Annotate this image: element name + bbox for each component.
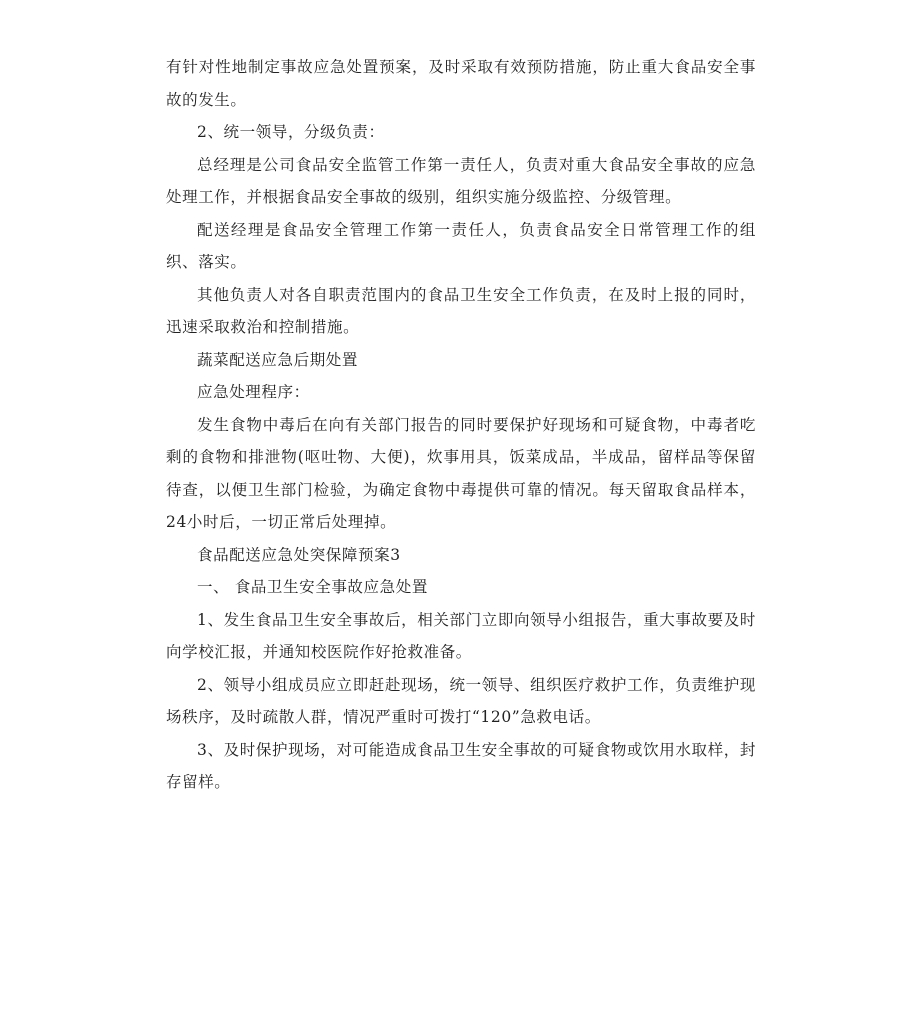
paragraph-1: 有针对性地制定事故应急处置预案，及时采取有效预防措施，防止重大食品安全事故的发生。 bbox=[166, 58, 756, 109]
paragraph-9: 食品配送应急处突保障预案3 bbox=[197, 545, 401, 564]
paragraph-6: 蔬菜配送应急后期处置 bbox=[197, 350, 359, 369]
paragraph-8: 发生食物中毒后在向有关部门报告的同时要保护好现场和可疑食物，中毒者吃剩的食物和排泄物(呕吐物、大便)，炊事用具，饭菜成品，半成品，留样品等保留待查，以便卫生部门检验，为确定食物中毒提供可靠的情况。每天留取食品样本，24小时后，一切正常后处理掉。 bbox=[166, 415, 756, 531]
paragraph-3: 总经理是公司食品安全监管工作第一责任人，负责对重大食品安全事故的应急处理工作，并根据食品安全事故的级别，组织实施分级监控、分级管理。 bbox=[166, 155, 756, 206]
paragraph-7: 应急处理程序： bbox=[197, 383, 310, 401]
paragraph-10: 一、 食品卫生安全事故应急处置 bbox=[197, 578, 428, 596]
paragraph-4: 配送经理是食品安全管理工作第一责任人，负责食品安全日常管理工作的组织、落实。 bbox=[166, 220, 756, 271]
paragraph-11: 1、发生食品卫生安全事故后，相关部门立即向领导小组报告，重大事故要及时向学校汇报，并通知校医院作好抢救准备。 bbox=[166, 610, 756, 661]
paragraph-13: 3、及时保护现场，对可能造成食品卫生安全事故的可疑食物或饮用水取样，封存留样。 bbox=[166, 740, 756, 791]
paragraph-5: 其他负责人对各自职责范围内的食品卫生安全工作负责，在及时上报的同时，迅速采取救治和控制措施。 bbox=[166, 285, 756, 336]
paragraph-2: 2、统一领导，分级负责： bbox=[197, 123, 385, 141]
document-body bbox=[166, 51, 756, 799]
paragraph-12: 2、领导小组成员应立即赶赴现场，统一领导、组织医疗救护工作，负责维护现场秩序，及时疏散人群，情况严重时可拨打“120”急救电话。 bbox=[166, 675, 756, 726]
